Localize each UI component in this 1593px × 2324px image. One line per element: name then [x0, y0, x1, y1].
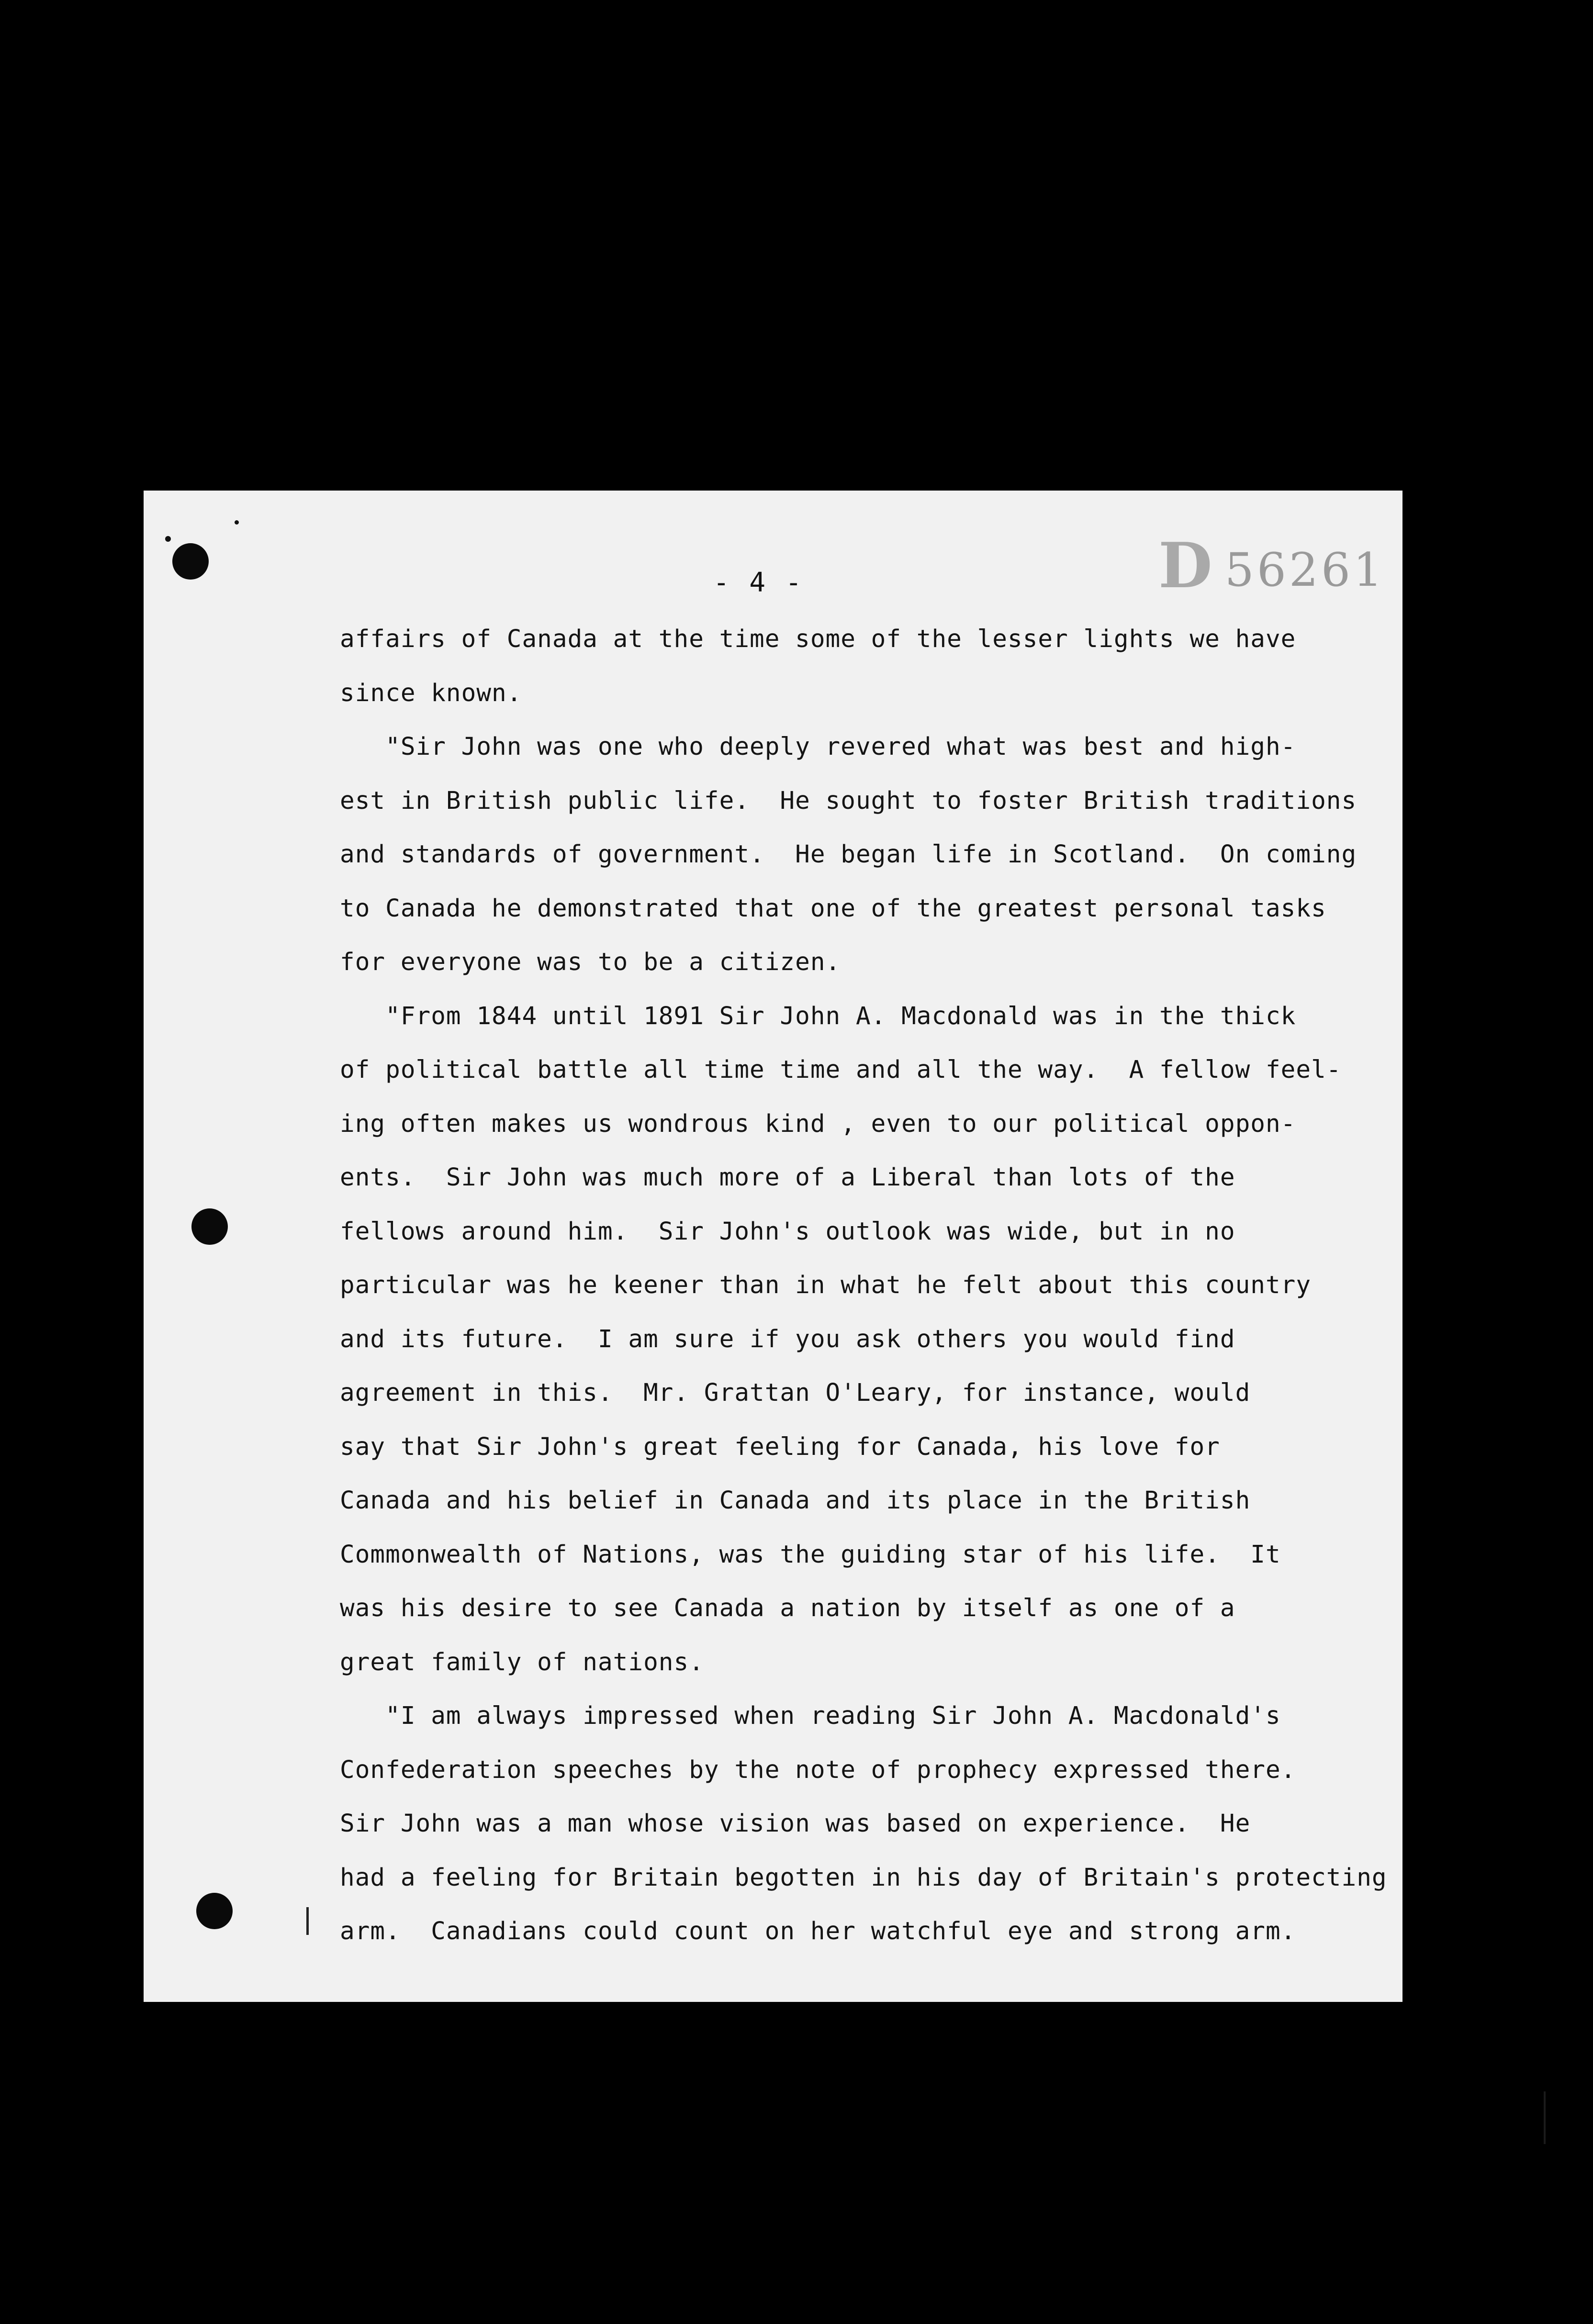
- text-line: Commonwealth of Nations, was the guiding star of his life. It: [340, 1540, 1281, 1569]
- document-page: [144, 491, 1402, 2002]
- page-number: - 4 -: [713, 567, 804, 598]
- text-line: agreement in this. Mr. Grattan O'Leary, for instance, would: [340, 1379, 1251, 1407]
- text-line: "Sir John was one who deeply revered what was best and high-: [340, 733, 1296, 761]
- stamp-number: 56261: [1224, 543, 1386, 597]
- text-line: "I am always impressed when reading Sir John A. Macdonald's: [340, 1702, 1281, 1730]
- punch-hole-bottom: [196, 1893, 233, 1929]
- punch-hole-middle: [191, 1208, 228, 1245]
- text-line: was his desire to see Canada a nation by itself as one of a: [340, 1594, 1235, 1622]
- punch-hole-top: [172, 543, 209, 580]
- margin-mark: [306, 1907, 309, 1935]
- text-line: since known.: [340, 679, 522, 707]
- text-line: say that Sir John's great feeling for Canada, his love for: [340, 1432, 1220, 1461]
- paper-speck: [165, 536, 171, 542]
- archive-stamp: [1158, 529, 1385, 602]
- text-line: of political battle all time time and all the way. A fellow feel-: [340, 1056, 1342, 1084]
- text-line: and standards of government. He began life in Scotland. On coming: [340, 840, 1357, 869]
- text-line: "From 1844 until 1891 Sir John A. Macdonald was in the thick: [340, 1002, 1296, 1030]
- text-line: and its future. I am sure if you ask others you would find: [340, 1325, 1235, 1353]
- text-line: fellows around him. Sir John's outlook was wide, but in no: [340, 1217, 1235, 1246]
- text-line: arm. Canadians could count on her watchful eye and strong arm.: [340, 1917, 1296, 1945]
- text-line: est in British public life. He sought to foster British traditions: [340, 786, 1357, 815]
- film-edge-mark: [1544, 2091, 1546, 2144]
- text-line: for everyone was to be a citizen.: [340, 948, 841, 976]
- text-line: to Canada he demonstrated that one of the greatest personal tasks: [340, 894, 1326, 923]
- paper-speck: [235, 520, 239, 525]
- text-line: ing often makes us wondrous kind , even to our political oppon-: [340, 1109, 1296, 1138]
- text-line: Sir John was a man whose vision was based on experience. He: [340, 1810, 1251, 1838]
- text-line: Confederation speeches by the note of prophecy expressed there.: [340, 1755, 1296, 1784]
- text-line: great family of nations.: [340, 1648, 704, 1676]
- typed-text-body: [340, 613, 1407, 1959]
- text-line: Canada and his belief in Canada and its place in the British: [340, 1486, 1251, 1515]
- text-line: had a feeling for Britain begotten in his day of Britain's protecting: [340, 1863, 1387, 1892]
- text-line: affairs of Canada at the time some of the lesser lights we have: [340, 625, 1296, 653]
- text-line: particular was he keener than in what he felt about this country: [340, 1271, 1312, 1299]
- text-line: ents. Sir John was much more of a Liberal than lots of the: [340, 1163, 1235, 1192]
- stamp-letter: D: [1158, 529, 1212, 602]
